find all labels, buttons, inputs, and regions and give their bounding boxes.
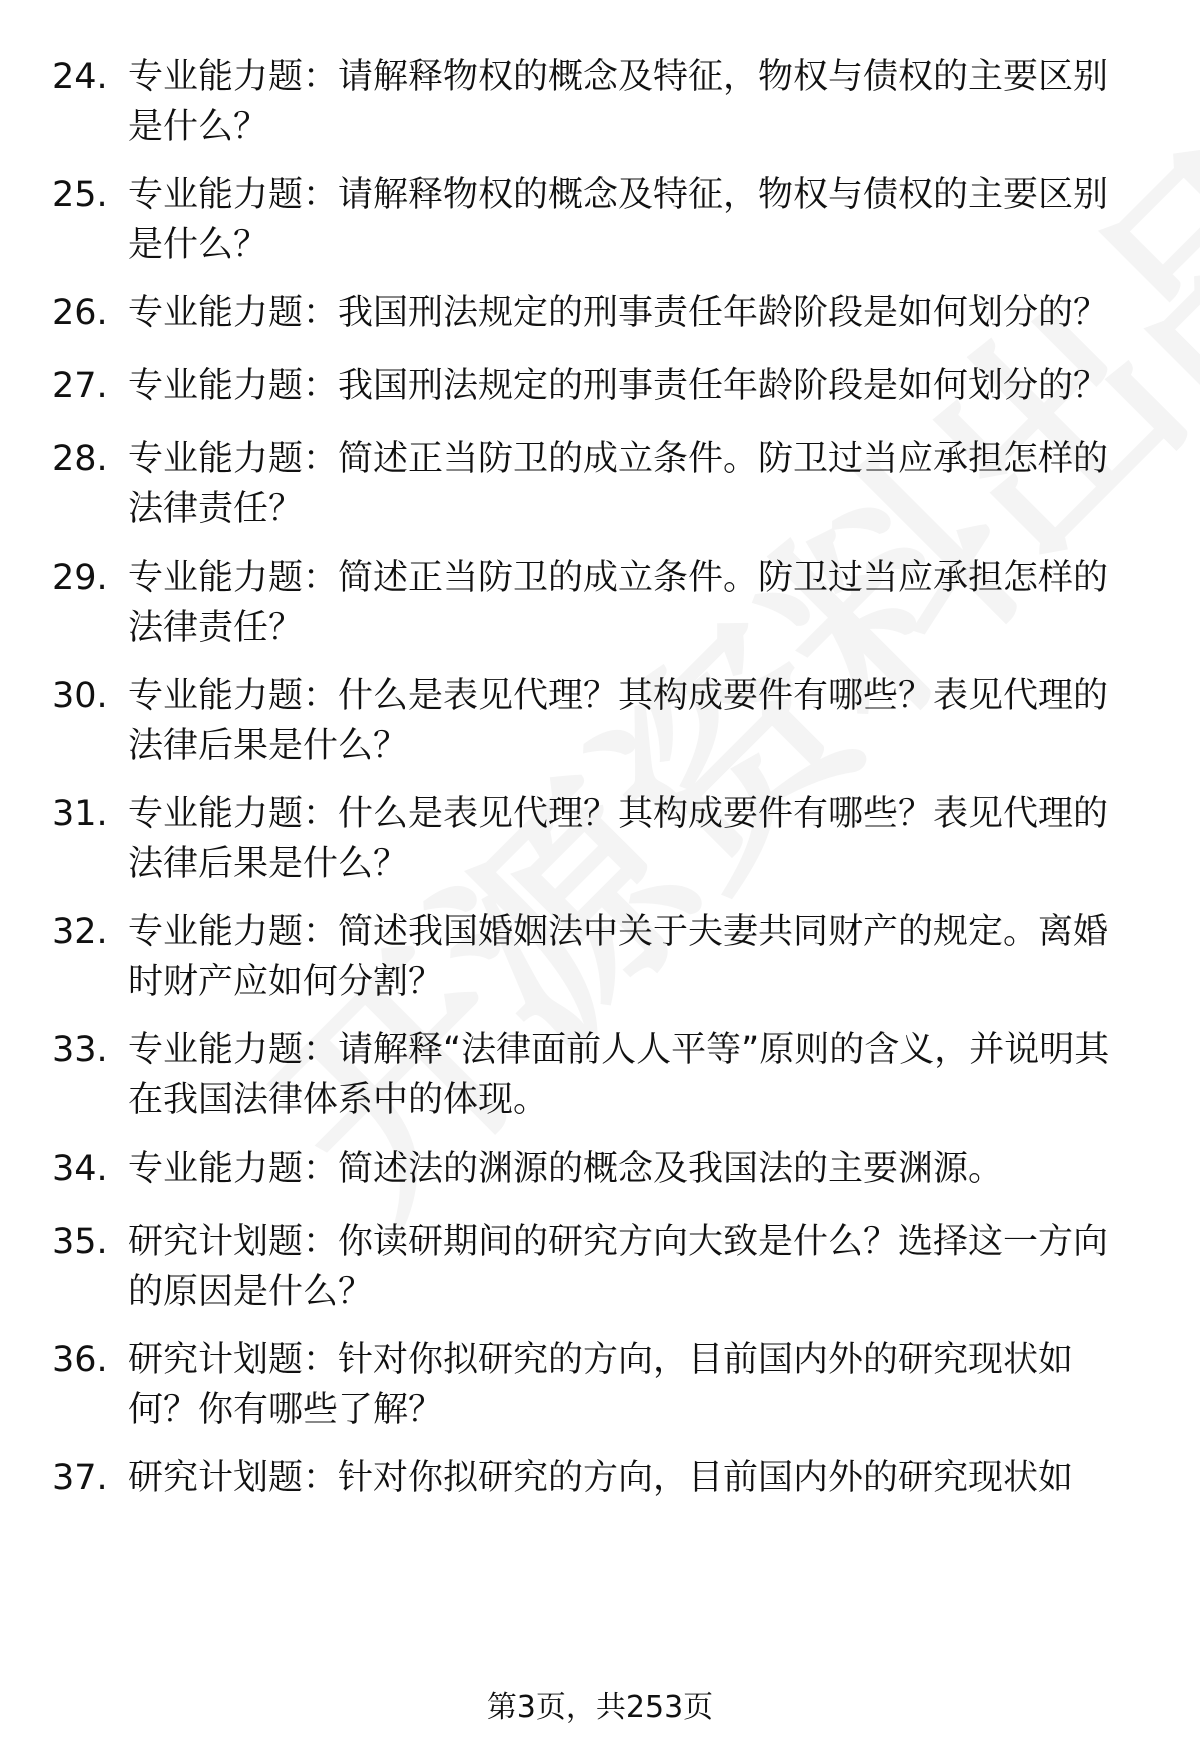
question-number: 30.: [52, 676, 108, 716]
question-text: 专业能力题：什么是表见代理？其构成要件有哪些？表见代理的法律后果是什么？: [128, 794, 1109, 884]
question-text: 研究计划题：你读研期间的研究方向大致是什么？选择这一方向的原因是什么？: [128, 1222, 1109, 1312]
question-number: 35.: [52, 1222, 108, 1262]
question-number: 31.: [52, 794, 108, 834]
question-number: 36.: [52, 1340, 108, 1380]
question-text: 专业能力题：简述法的渊源的概念及我国法的主要渊源。: [128, 1149, 1004, 1189]
question-text: 专业能力题：简述正当防卫的成立条件。防卫过当应承担怎样的法律责任？: [128, 558, 1109, 648]
question-text: 研究计划题：针对你拟研究的方向，目前国内外的研究现状如何？你有哪些了解？: [128, 1340, 1074, 1430]
question-text: 专业能力题：请解释物权的概念及特征，物权与债权的主要区别是什么？: [128, 57, 1109, 147]
question-number: 34.: [52, 1149, 108, 1189]
question-number: 28.: [52, 439, 108, 479]
question-text: 专业能力题：简述正当防卫的成立条件。防卫过当应承担怎样的法律责任？: [128, 439, 1109, 529]
question-number: 37.: [52, 1458, 108, 1498]
question-text: 专业能力题：简述我国婚姻法中关于夫妻共同财产的规定。离婚时财产应如何分割？: [128, 912, 1109, 1002]
question-number: 29.: [52, 558, 108, 598]
question-text: 专业能力题：请解释物权的概念及特征，物权与债权的主要区别是什么？: [128, 175, 1109, 265]
question-text: 专业能力题：什么是表见代理？其构成要件有哪些？表见代理的法律后果是什么？: [128, 676, 1109, 766]
question-number: 24.: [52, 57, 108, 97]
question-text: 专业能力题：请解释“法律面前人人平等”原则的含义，并说明其在我国法律体系中的体现。: [128, 1030, 1110, 1120]
question-number: 27.: [52, 366, 108, 406]
question-number: 33.: [52, 1030, 108, 1070]
question-number: 25.: [52, 175, 108, 215]
question-number: 32.: [52, 912, 108, 952]
page-number: 第3页，共253页: [486, 1690, 714, 1725]
question-text: 专业能力题：我国刑法规定的刑事责任年龄阶段是如何划分的？: [128, 366, 1109, 406]
question-text: 专业能力题：我国刑法规定的刑事责任年龄阶段是如何划分的？: [128, 293, 1109, 333]
question-text: 研究计划题：针对你拟研究的方向，目前国内外的研究现状如: [128, 1458, 1074, 1498]
question-number: 26.: [52, 293, 108, 333]
